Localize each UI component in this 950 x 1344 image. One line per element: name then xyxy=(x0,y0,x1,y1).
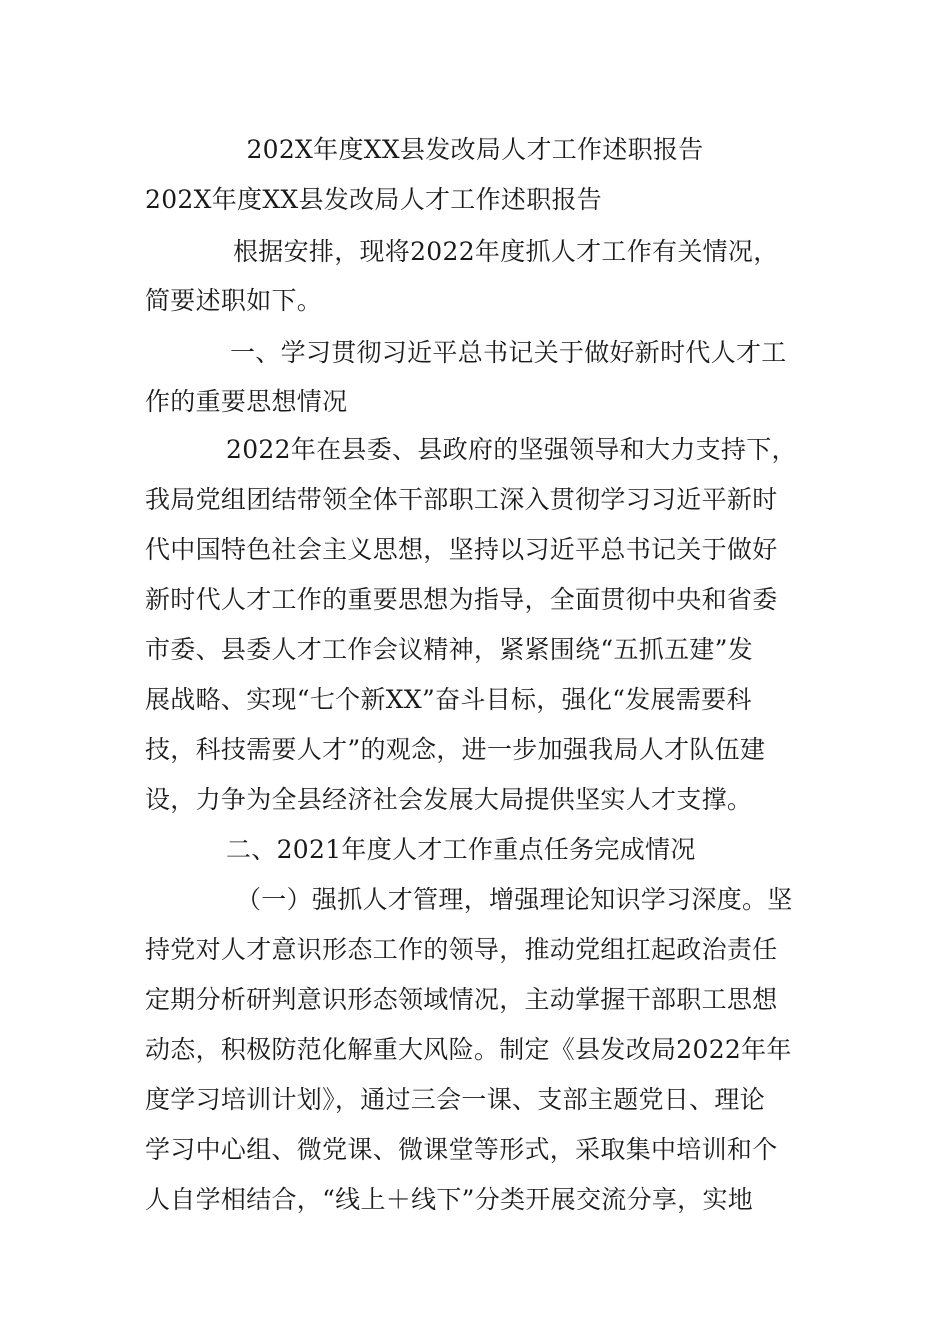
paragraph-line: 人自学相结合，“线上＋线下”分类开展交流分享，实地 xyxy=(145,1185,754,1214)
paragraph-line: 2022年在县委、县政府的坚强领导和大力支持下， xyxy=(226,435,797,464)
paragraph-line: 设，力争为全县经济社会发展大局提供坚实人才支撑。 xyxy=(145,785,753,814)
paragraph-line: 学习中心组、微党课、微课堂等形式，采取集中培训和个 xyxy=(145,1135,778,1164)
section-heading: 二、2021年度人才工作重点任务完成情况 xyxy=(226,835,696,864)
section-heading: 作的重要思想情况 xyxy=(145,387,348,416)
paragraph-line: 技，科技需要人才”的观念，进一步加强我局人才队伍建 xyxy=(145,735,766,764)
paragraph-line: 市委、县委人才工作会议精神，紧紧围绕“五抓五建”发 xyxy=(145,635,754,664)
paragraph-line: 根据安排，现将2022年度抓人才工作有关情况， xyxy=(233,237,779,266)
document-title: 202X年度XX县发改局人才工作述职报告 xyxy=(246,135,704,164)
paragraph-line: 代中国特色社会主义思想，坚持以习近平总书记关于做好 xyxy=(145,535,778,564)
paragraph-line: 我局党组团结带领全体干部职工深入贯彻学习习近平新时 xyxy=(145,485,778,514)
paragraph-line: 新时代人才工作的重要思想为指导，全面贯彻中央和省委 xyxy=(145,585,778,614)
paragraph-line: 动态，积极防范化解重大风险。制定《县发改局2022年年 xyxy=(145,1035,792,1064)
document-subtitle: 202X年度XX县发改局人才工作述职报告 xyxy=(145,185,603,214)
section-heading: 一、学习贯彻习近平总书记关于做好新时代人才工 xyxy=(230,338,787,367)
paragraph-line: 度学习培训计划》，通过三会一课、支部主题党日、理论 xyxy=(145,1085,766,1114)
paragraph-line: 简要述职如下。 xyxy=(145,286,323,315)
paragraph-line: 定期分析研判意识形态领域情况，主动掌握干部职工思想 xyxy=(145,985,778,1014)
paragraph-line: （一）强抓人才管理，增强理论知识学习深度。坚 xyxy=(236,885,793,914)
paragraph-line: 持党对人才意识形态工作的领导，推动党组扛起政治责任 xyxy=(145,935,778,964)
paragraph-line: 展战略、实现“七个新XX”奋斗目标，强化“发展需要科 xyxy=(145,685,752,714)
